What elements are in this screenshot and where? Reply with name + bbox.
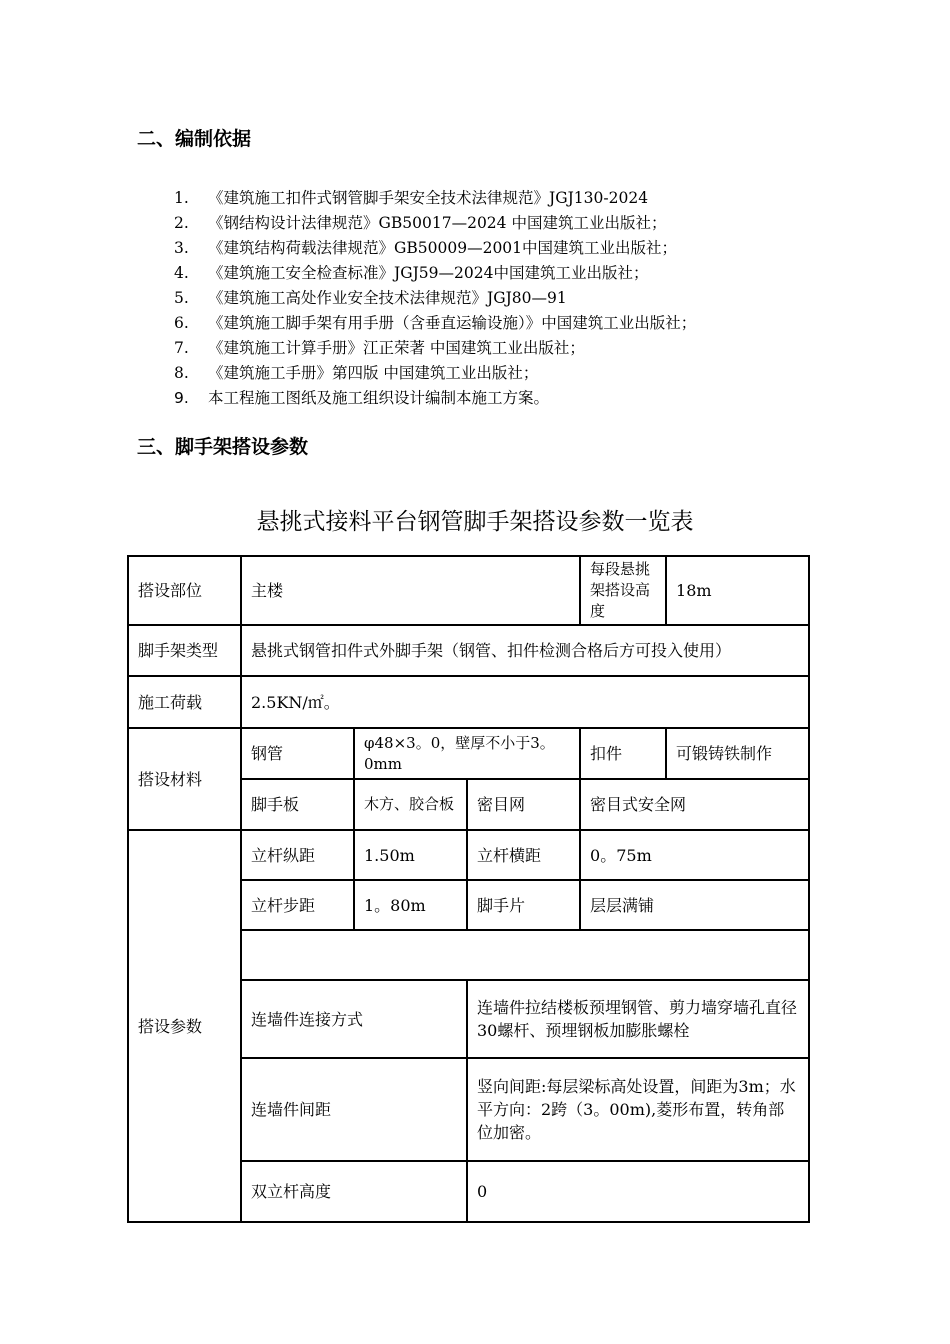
- load-label: 施工荷载: [128, 676, 241, 728]
- parameter-table: [127, 555, 810, 1223]
- list-item: [174, 213, 696, 238]
- list-item: [174, 388, 696, 413]
- table-row: [128, 676, 809, 728]
- type-value: 悬挑式钢管扣件式外脚手架（钢管、扣件检测合格后方可投入使用）: [241, 625, 809, 676]
- section-heading-params: 三、脚手架搭设参数: [137, 436, 309, 458]
- location-label: 搭设部位: [128, 556, 241, 625]
- list-number: 2.: [174, 214, 189, 232]
- double-pole-value: 0: [467, 1161, 809, 1222]
- sheet-value: 层层满铺: [580, 880, 809, 930]
- list-text: 《建筑结构荷载法律规范》GB50009—2001中国建筑工业出版社；: [208, 239, 678, 257]
- list-item: [174, 263, 696, 288]
- board-label: 脚手板: [241, 779, 354, 830]
- table-title: 悬挑式接料平台钢管脚手架搭设参数一览表: [256, 509, 694, 535]
- sheet-label: 脚手片: [467, 880, 580, 930]
- long-spacing-value: 1.50m: [354, 830, 467, 880]
- tie-method-label: 连墙件连接方式: [241, 980, 467, 1058]
- list-text: 《建筑施工脚手架有用手册（含垂直运输设施）》中国建筑工业出版社；: [208, 314, 697, 332]
- height-label: 每段悬挑架搭设高度: [580, 556, 666, 625]
- trans-spacing-value: 0。75m: [580, 830, 809, 880]
- list-number: 6.: [174, 314, 189, 332]
- pipe-label: 钢管: [241, 728, 354, 779]
- long-spacing-label: 立杆纵距: [241, 830, 354, 880]
- list-number: 5.: [174, 289, 189, 307]
- list-text: 《钢结构设计法律规范》GB50017—2024 中国建筑工业出版社；: [208, 214, 667, 232]
- list-text: 《建筑施工安全检查标准》JGJ59—2024中国建筑工业出版社；: [208, 264, 649, 282]
- param-label: 搭设参数: [128, 830, 241, 1222]
- tie-spacing-label: 连墙件间距: [241, 1058, 467, 1161]
- table-row: [128, 556, 809, 625]
- tie-spacing-value: 竖向间距:每层梁标高处设置，间距为3m；水平方向：2跨（3。00m),菱形布置，转角部位加密。: [467, 1058, 809, 1161]
- table-row: [128, 728, 809, 779]
- list-item: [174, 338, 696, 363]
- list-text: 《建筑施工计算手册》江正荣著 中国建筑工业出版社；: [208, 339, 585, 357]
- fastener-label: 扣件: [580, 728, 666, 779]
- net-value: 密目式安全网: [580, 779, 809, 830]
- location-value: 主楼: [241, 556, 580, 625]
- trans-spacing-label: 立杆横距: [467, 830, 580, 880]
- load-value: 2.5KN/㎡。: [241, 676, 809, 728]
- list-number: 7.: [174, 339, 189, 357]
- height-value: 18m: [666, 556, 809, 625]
- list-item: [174, 238, 696, 263]
- list-text: 《建筑施工扣件式钢管脚手架安全技术法律规范》JGJ130-2024: [208, 189, 649, 207]
- list-number: 8.: [174, 364, 189, 382]
- list-item: [174, 363, 696, 388]
- pipe-value: φ48×3。0，壁厚不小于3。0mm: [354, 728, 580, 779]
- list-text: 本工程施工图纸及施工组织设计编制本施工方案。: [208, 389, 550, 407]
- list-number: 9.: [174, 389, 189, 407]
- fastener-value: 可锻铸铁制作: [666, 728, 809, 779]
- step-label: 立杆步距: [241, 880, 354, 930]
- list-number: 1.: [174, 189, 189, 207]
- list-text: 《建筑施工手册》第四版 中国建筑工业出版社；: [208, 364, 539, 382]
- board-value: 木方、胶合板: [354, 779, 467, 830]
- list-number: 4.: [174, 264, 189, 282]
- section-heading-basis: 二、编制依据: [137, 128, 252, 150]
- tie-method-value: 连墙件拉结楼板预埋钢管、剪力墙穿墙孔直径30螺杆、预埋钢板加膨胀螺栓: [467, 980, 809, 1058]
- reference-list: [174, 188, 696, 413]
- material-label: 搭设材料: [128, 728, 241, 830]
- list-text: 《建筑施工高处作业安全技术法律规范》JGJ80—91: [208, 289, 567, 307]
- list-item: [174, 288, 696, 313]
- list-item: [174, 188, 696, 213]
- type-label: 脚手架类型: [128, 625, 241, 676]
- table-row: [128, 830, 809, 880]
- list-item: [174, 313, 696, 338]
- list-number: 3.: [174, 239, 189, 257]
- double-pole-label: 双立杆高度: [241, 1161, 467, 1222]
- table-row: [128, 625, 809, 676]
- step-value: 1。80m: [354, 880, 467, 930]
- net-label: 密目网: [467, 779, 580, 830]
- empty-cell: [241, 930, 809, 980]
